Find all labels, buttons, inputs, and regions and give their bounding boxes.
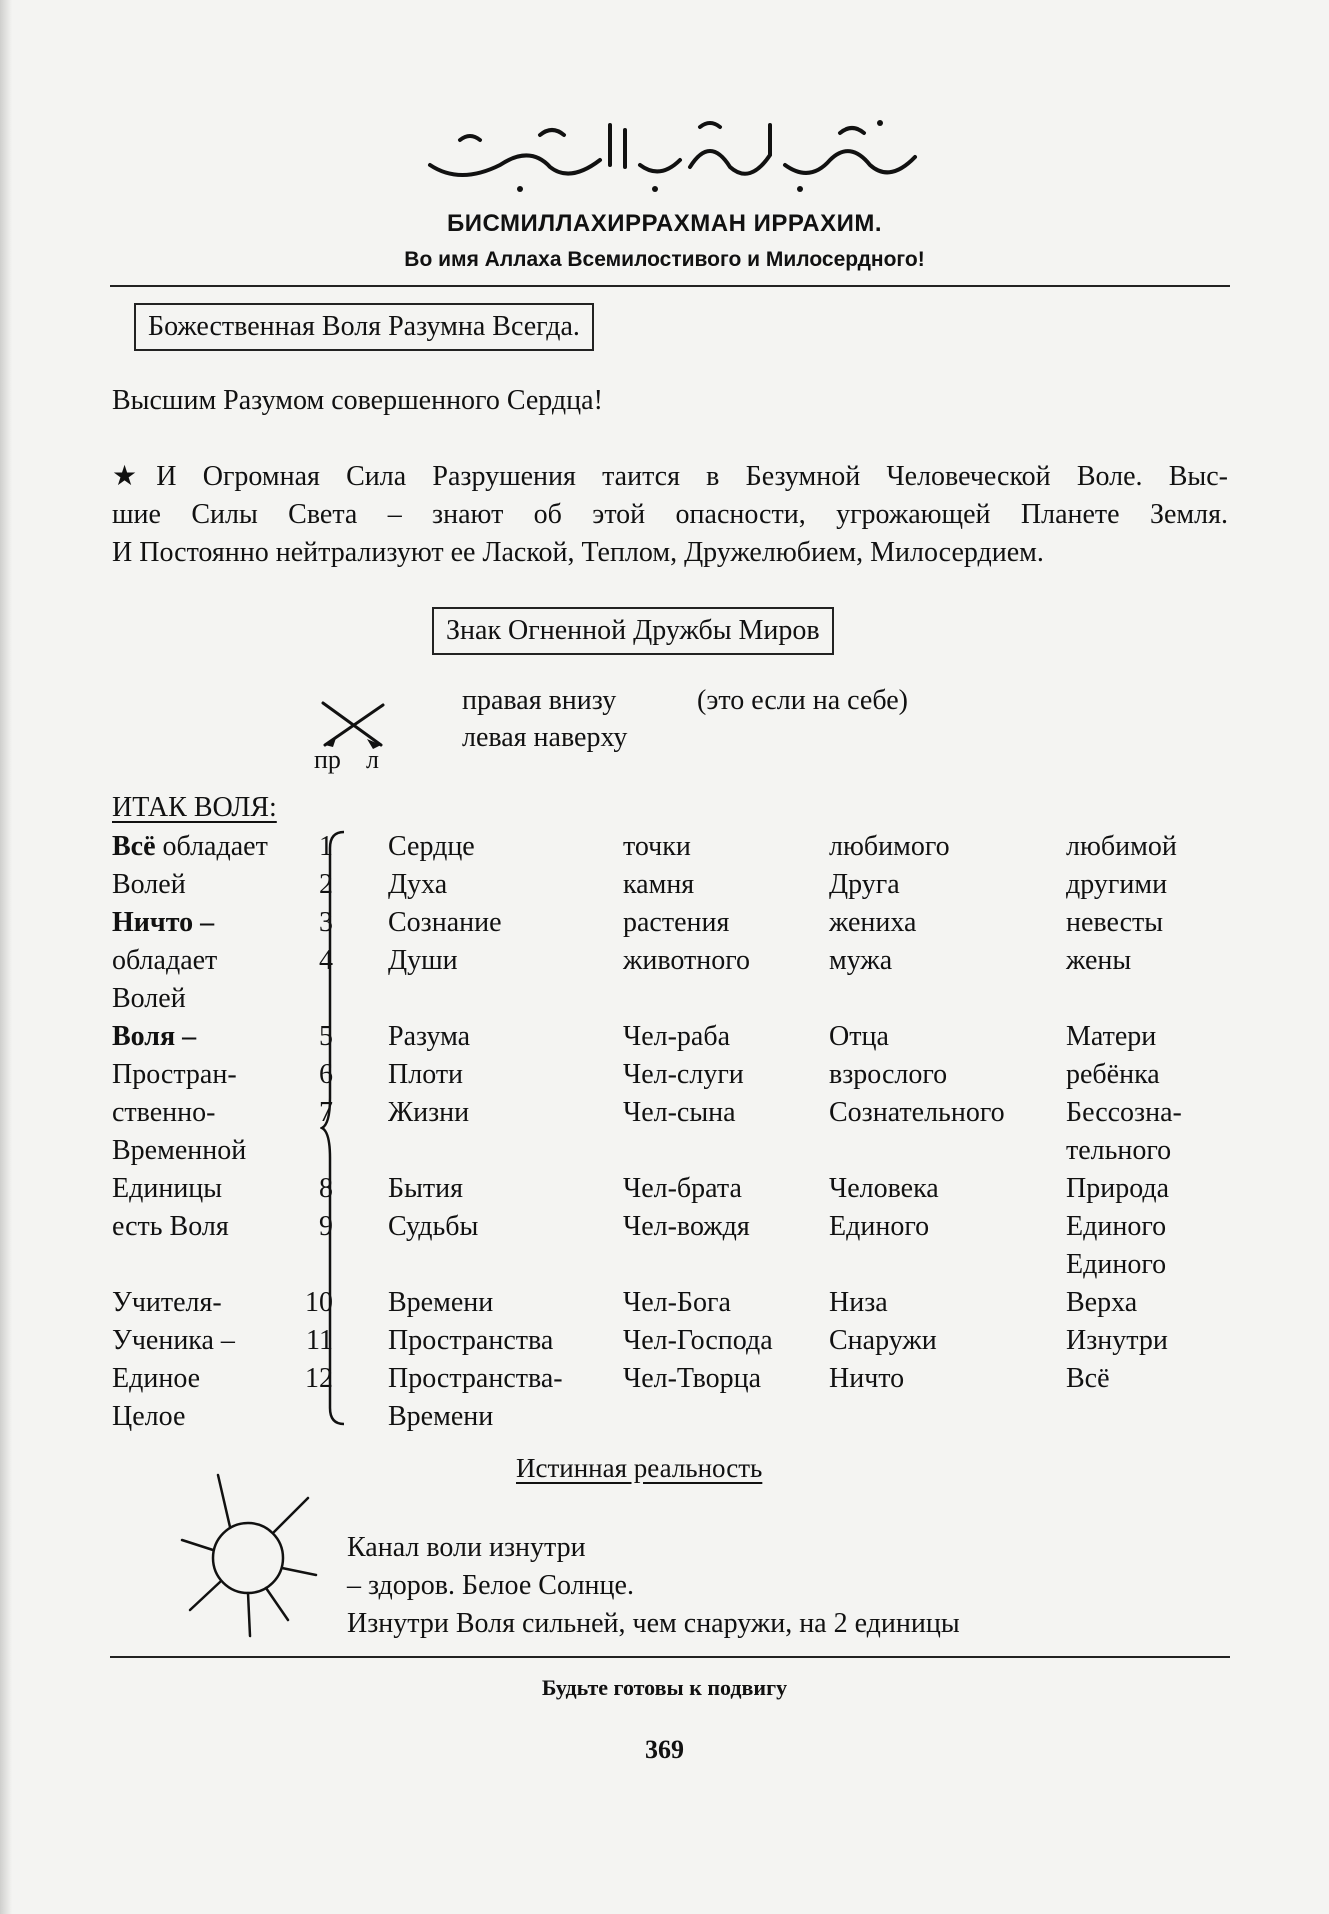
sign-line-a: правая внизу <box>462 685 617 716</box>
table-cell-c: Друга <box>829 869 900 900</box>
table-cell-b: Чел-слуги <box>623 1059 744 1090</box>
paragraph-line: шие Силы Света – знают об этой опасности, угрожающей Планете Земля. <box>112 499 1228 530</box>
left-line: Ученика – <box>112 1325 235 1356</box>
table-cell-a: Пространства- <box>388 1363 563 1394</box>
table-cell-num: 2 <box>319 869 333 900</box>
table-cell-num: 12 <box>305 1363 333 1394</box>
itak-heading: ИТАК ВОЛЯ: <box>112 792 277 823</box>
table-cell-c: Единого <box>829 1211 930 1242</box>
table-cell-b: Чел-сына <box>623 1097 736 1128</box>
statement-line: Высшим Разумом совершенного Сердца! <box>112 385 603 416</box>
footer-note: Будьте готовы к подвигу <box>541 1675 788 1700</box>
table-cell-num: 6 <box>319 1059 333 1090</box>
left-line: Волей <box>112 869 186 900</box>
table-cell-num: 11 <box>306 1325 333 1356</box>
left-line: есть Воля <box>112 1211 229 1242</box>
paragraph-line: И Постоянно нейтрализуют ее Лаской, Теплом, Дружелюбием, Милосердием. <box>112 537 1044 568</box>
table-cell-num: 8 <box>319 1173 333 1204</box>
left-line: Учителя- <box>112 1287 222 1318</box>
table-cell-num: 5 <box>319 1021 333 1052</box>
table-cell-a: Времени <box>388 1401 494 1432</box>
table-cell-d: Верха <box>1066 1287 1138 1318</box>
left-line: Единое <box>112 1363 201 1394</box>
table-cell-d: Единого <box>1066 1249 1167 1280</box>
table-cell-b: Чел-вождя <box>623 1211 750 1242</box>
table-cell-num: 4 <box>319 945 333 976</box>
table-cell-num <box>293 980 333 1018</box>
table-cell-num <box>293 1132 333 1170</box>
table-cell-c: Человека <box>829 1173 939 1204</box>
table-cell-b: точки <box>623 831 691 862</box>
table-cell-d: ребёнка <box>1066 1059 1160 1090</box>
label-left-hand: л <box>366 745 379 774</box>
left-line: Единицы <box>112 1173 223 1204</box>
header-translit: БИСМИЛЛАХИРРАХМАН ИРРАХИМ. <box>446 210 882 237</box>
table-cell-c: любимого <box>829 831 950 862</box>
left-line: обладает <box>112 945 218 976</box>
table-cell-a: Разума <box>388 1021 471 1052</box>
table-cell-d: Бессозна- <box>1066 1097 1182 1128</box>
table-cell-c: Ничто <box>829 1363 905 1394</box>
left-line: Простран- <box>112 1059 237 1090</box>
left-line: Воля – <box>112 1021 197 1052</box>
table-cell-b: Чел-брата <box>623 1173 742 1204</box>
table-cell-a: Судьбы <box>388 1211 479 1242</box>
table-cell-b: камня <box>623 869 695 900</box>
table-cell-num <box>293 1246 333 1284</box>
table-cell-d: Изнутри <box>1066 1325 1168 1356</box>
boxed-title: Божественная Воля Разумна Всегда. <box>134 303 594 351</box>
sign-line-a-note: (это если на себе) <box>697 685 908 716</box>
table-cell-num: 1 <box>319 831 333 862</box>
table-cell-num: 7 <box>319 1097 333 1128</box>
table-cell-a: Пространства <box>388 1325 554 1356</box>
table-cell-d: Матери <box>1066 1021 1157 1052</box>
table-cell-num: 3 <box>319 907 333 938</box>
table-cell-a: Духа <box>388 869 448 900</box>
sun-text-line: – здоров. Белое Солнце. <box>347 1570 634 1601</box>
table-cell-b: растения <box>623 907 730 938</box>
paragraph-line: ★И Огромная Сила Разрушения таится в Безумной Человеческой Воле. Выс- <box>112 461 1228 492</box>
table-cell-a: Сознание <box>388 907 502 938</box>
sun-text-line: Изнутри Воля сильней, чем снаружи, на 2 единицы <box>347 1608 960 1639</box>
true-reality-heading: Истинная реальность <box>516 1453 763 1483</box>
table-cell-num: 10 <box>305 1287 333 1318</box>
table-cell-d: невесты <box>1066 907 1164 938</box>
left-line: ственно- <box>112 1097 216 1128</box>
header-rule <box>110 285 1230 287</box>
table-cell-d: Природа <box>1066 1173 1170 1204</box>
left-line: Ничто – <box>112 907 215 938</box>
page-edge <box>0 0 12 1914</box>
left-line <box>112 828 268 866</box>
sign-line-b: левая наверху <box>462 722 628 753</box>
table-cell-c: мужа <box>829 945 893 976</box>
table-cell-d: любимой <box>1066 831 1177 862</box>
table-cell-a: Души <box>388 945 458 976</box>
table-cell-b: Чел-Господа <box>623 1325 773 1356</box>
table-cell-b: животного <box>623 945 750 976</box>
table-cell-c: Отца <box>829 1021 889 1052</box>
table-cell-a: Бытия <box>388 1173 463 1204</box>
table-cell-b: Чел-раба <box>623 1021 731 1052</box>
header-translation: Во имя Аллаха Всемилостивого и Милосердного! <box>404 248 925 271</box>
table-cell-num: 9 <box>319 1211 333 1242</box>
table-cell-a: Жизни <box>388 1097 470 1128</box>
table-cell-b: Чел-Бога <box>623 1287 731 1318</box>
table-cell-d: другими <box>1066 869 1168 900</box>
table-cell-num <box>293 1398 333 1436</box>
footer-rule <box>110 1656 1230 1658</box>
table-cell-a: Плоти <box>388 1059 464 1090</box>
table-cell-d: Единого <box>1066 1211 1167 1242</box>
table-cell-d: Всё <box>1066 1363 1110 1394</box>
table-cell-a: Сердце <box>388 831 475 862</box>
table-cell-c: взрослого <box>829 1059 948 1090</box>
left-line: Целое <box>112 1401 186 1432</box>
sun-icon <box>178 1470 318 1640</box>
page-number: 369 <box>645 1735 684 1764</box>
table-cell-c: Снаружи <box>829 1325 937 1356</box>
sun-text-line: Канал воли изнутри <box>347 1532 586 1563</box>
table-cell-a: Времени <box>388 1287 494 1318</box>
bismillah-calligraphy <box>400 105 940 195</box>
table-cell-c: Низа <box>829 1287 888 1318</box>
table-cell-d: жены <box>1066 945 1132 976</box>
table-cell-d: тельного <box>1066 1135 1172 1166</box>
label-right-hand: пр <box>314 745 341 774</box>
left-line-rest: обладает <box>155 831 268 862</box>
sign-title: Знак Огненной Дружбы Миров <box>432 607 834 655</box>
table-cell-c: Сознательного <box>829 1097 1005 1128</box>
left-line-bold-word: Всё <box>112 831 156 862</box>
main-paragraph <box>112 458 1228 572</box>
table-cell-c: жениха <box>829 907 917 938</box>
left-line: Временной <box>112 1135 247 1166</box>
left-line: Волей <box>112 983 186 1014</box>
table-cell-b: Чел-Творца <box>623 1363 762 1394</box>
